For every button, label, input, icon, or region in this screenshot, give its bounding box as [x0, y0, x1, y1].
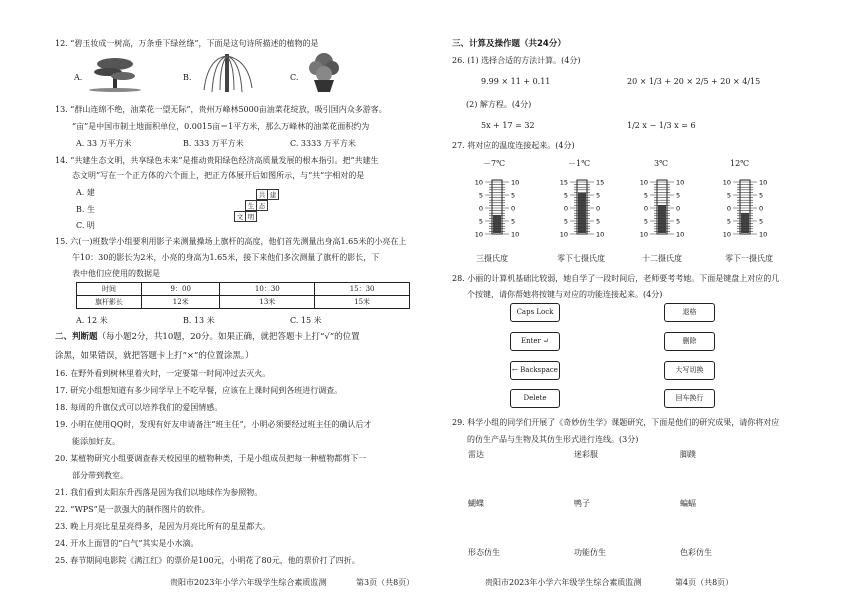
q27-title: 27. 将对应的温度连接起来。(4分): [452, 141, 575, 150]
q12-option-a: A.: [74, 73, 83, 82]
organism: 蝴蝶: [468, 499, 484, 508]
q26-sub2: (2) 解方程。(4分): [466, 100, 532, 109]
scale-label: 0: [563, 204, 568, 213]
scale-label: 0: [478, 204, 483, 213]
temp-word: 三摄氏度: [476, 254, 508, 263]
q29-line1: 29. 科学小组的同学们开展了《奇妙仿生学》课题研究，下面是他们的研究成果，请你将对应: [452, 418, 780, 427]
net-face: 建: [267, 189, 279, 200]
scale-label: 5: [563, 191, 568, 200]
q13-line1: 13. “群山连绵不绝，油菜花一望无际”，贵州万峰林5000亩油菜花绽放，吸引国内众多游客。: [55, 105, 387, 114]
thermometer: [552, 176, 612, 242]
q14-line1: 14. “共建生态文明，共享绿色未来”是推动贵阳绿色经济高质量发展的根本指引。把“共建生: [55, 156, 379, 165]
judge-item: 16. 在野外看到树林里着火时，一定要第一时间冲过去灭火。: [55, 369, 271, 378]
table-cell: 9：00: [142, 283, 220, 296]
function-delete: 删除: [664, 332, 715, 351]
q15-line3: 表中他们应使用的数据是: [72, 269, 160, 278]
section2-instructions-cont: 涂黑，如果错误，就把答题卡上打“×”的位置涂黑。）: [55, 351, 254, 361]
flower-pot-image: [302, 50, 346, 94]
scale-label: 5: [511, 217, 516, 226]
q13-option-b: B. 333 万平方米: [183, 139, 244, 148]
thermometer-svg: [632, 176, 692, 242]
q13-line2: “亩”是中国市制土地面积单位，0.0015亩＝1平方米，那么万峰林的油菜花面积约为: [72, 122, 370, 131]
scale-label: 0: [596, 204, 601, 213]
scale-label: 5: [643, 217, 648, 226]
key-backspace: ← Backspace: [510, 361, 560, 380]
scale-label: 5: [596, 217, 601, 226]
judge-item: 21. 我们看到太阳东升西落是因为我们以地球作为参照物。: [55, 488, 263, 497]
judge-item: 24. 开水上面冒的“白气”其实是小水滴。: [55, 539, 199, 548]
scale-label: 10: [511, 178, 520, 187]
organism: 蝙蝠: [680, 499, 696, 508]
judge-item-cont: 部分带到教室。: [72, 471, 128, 480]
table-row: [77, 296, 410, 309]
thermometer: [715, 176, 775, 242]
net-face: 文: [234, 211, 246, 222]
pine-tree-image: [86, 52, 144, 92]
scale-label: 10: [559, 230, 568, 239]
scale-label: 10: [676, 178, 685, 187]
scale-label: 10: [759, 178, 768, 187]
q13-option-a: A. 33 万平方米: [76, 139, 132, 148]
q15-line2: 午10：30的影长为2米，小亮的身高为1.65米，接下来他们多次测量了旗杆的影长，下: [72, 253, 380, 262]
q12-option-c: C.: [290, 73, 299, 82]
scale-label: 0: [726, 204, 731, 213]
q26-calc1: 9.99 × 11 + 0.11: [481, 77, 551, 86]
temp-label: －7℃: [483, 159, 506, 168]
scale-label: 5: [563, 217, 568, 226]
net-face: 生: [245, 200, 257, 211]
key-enter: Enter ↵: [510, 332, 560, 351]
temp-label: －1℃: [568, 159, 591, 168]
bionic-product: 脚蹼: [680, 450, 696, 459]
function-backspace: 退格: [664, 303, 715, 322]
table-row: [77, 283, 410, 296]
temp-label: 12℃: [730, 159, 750, 168]
scale-label: 10: [759, 230, 768, 239]
bionic-type: 功能仿生: [574, 548, 606, 557]
left-footer-page: 第3页（共8页）: [356, 578, 415, 587]
key-caps-lock: Caps Lock: [510, 303, 560, 322]
q12-option-b: B.: [183, 73, 192, 82]
scale-label: 10: [676, 230, 685, 239]
section3-title: 三、计算及操作题（共24分）: [452, 39, 566, 49]
thermometer-liquid: [493, 215, 501, 233]
table-cell: 12米: [142, 296, 220, 309]
bionic-type: 形态仿生: [468, 548, 500, 557]
thermometer: [632, 176, 692, 242]
temp-label: 3℃: [654, 159, 669, 168]
scale-label: 10: [474, 178, 483, 187]
willow-tree-image: [196, 50, 258, 94]
left-footer-org: 贵阳市2023年小学六年级学生综合素质监测: [170, 578, 327, 587]
scale-label: 5: [759, 217, 764, 226]
temp-word: 零下一摄氏度: [725, 254, 773, 263]
key-delete: Delete: [510, 389, 560, 408]
q26-title: 26. (1) 选择合适的方法计算。(4分): [452, 56, 581, 65]
scale-label: 10: [596, 230, 605, 239]
q15-option-a: A. 12 米: [76, 316, 108, 325]
q14-line2: 态文明”写在一个正方体的六个面上，把正方体展开后如图所示，与“共”字相对的是: [72, 171, 365, 180]
q15-line1: 15. 六(一)班数学小组要利用影子来测量操场上旗杆的高度，他们首先测量出身高1.65米的小亮在上: [55, 237, 407, 246]
table-cell: 15：30: [315, 283, 410, 296]
shadow-table: [76, 282, 410, 309]
bionic-product: 雷达: [468, 450, 484, 459]
q26-eq1: 5x + 17 = 32: [481, 121, 535, 130]
judge-item: 19. 小明在使用QQ时，发现有好友申请备注“班主任”，小明必须要经过班主任的确认后才: [55, 420, 372, 429]
q13-option-c: C. 3333 万平方米: [290, 139, 356, 148]
scale-label: 10: [722, 178, 731, 187]
scale-label: 5: [478, 191, 483, 200]
scale-label: 0: [676, 204, 681, 213]
thermometer: [467, 176, 527, 242]
right-footer-org: 贵阳市2023年小学六年级学生综合素质监测: [485, 578, 642, 587]
scale-label: 0: [643, 204, 648, 213]
scale-label: 15: [559, 178, 568, 187]
section2-header: [55, 333, 360, 342]
q14-option-c: C. 明: [76, 221, 95, 230]
scale-label: 5: [511, 191, 516, 200]
bionic-type: 色彩仿生: [680, 548, 712, 557]
temp-word: 十二摄氏度: [642, 254, 682, 263]
q26-eq2: 1/2 x − 1/3 x = 6: [627, 121, 696, 130]
scale-label: 10: [722, 230, 731, 239]
q15-option-b: B. 13 米: [183, 316, 215, 325]
scale-label: 10: [511, 230, 520, 239]
function-enter: 回车换行: [664, 389, 715, 408]
q29-line2: 的仿生产品与生物及其仿生形式进行连线。(3分): [467, 435, 639, 444]
scale-label: 10: [639, 178, 648, 187]
scale-label: 10: [474, 230, 483, 239]
scale-label: 5: [726, 191, 731, 200]
scale-label: 5: [726, 217, 731, 226]
scale-label: 10: [639, 230, 648, 239]
q26-calc2: 20 × 1/3 + 20 × 2/5 + 20 × 4/15: [627, 77, 761, 86]
judge-item: 22. “WPS”是一款强大的制作图片的软件。: [55, 505, 210, 514]
net-face: 明: [245, 211, 257, 222]
table-cell: 旗杆影长: [77, 296, 142, 309]
q28-line1: 28. 小丽的计算机基础比较弱，她自学了一段时间后，老师要考考她。下面是键盘上对应的几: [452, 274, 780, 283]
q28-line2: 个按键，请你帮她将按键与对应的功能连接起来。(4分): [467, 290, 663, 299]
net-face: 共: [256, 189, 268, 200]
right-footer-page: 第4页（共8页）: [675, 578, 734, 587]
bionic-product: 迷彩服: [574, 450, 598, 459]
q14-option-b: B. 生: [76, 205, 95, 214]
table-cell: 13米: [220, 296, 315, 309]
judge-item: 25. 春节期间电影院《满江红》的票价是100元，小明花了80元，他的票价打了四折。: [55, 556, 360, 565]
q15-option-c: C. 15 米: [290, 316, 322, 325]
scale-label: 5: [676, 217, 681, 226]
scale-label: 5: [676, 191, 681, 200]
net-face: 态: [256, 200, 268, 211]
scale-label: 5: [643, 191, 648, 200]
judge-item: 18. 每周的升旗仪式可以培养我们的爱国情感。: [55, 403, 223, 412]
scale-label: 15: [596, 178, 605, 187]
scale-label: 5: [596, 191, 601, 200]
judge-item-cont: 能添加好友。: [72, 437, 120, 446]
table-cell: 10：30: [220, 283, 315, 296]
thermometer-svg: [467, 176, 527, 242]
judge-item: 20. 某植物研究小组要调查春天校园里的植物种类，于是小组成员把每一种植物都剪下一: [55, 454, 367, 463]
thermometer-svg: [715, 176, 775, 242]
scale-label: 0: [511, 204, 516, 213]
table-cell: 时间: [77, 283, 142, 296]
organism: 鸭子: [574, 499, 590, 508]
thermometer-svg: [552, 176, 612, 242]
judge-item: 23. 晚上月亮比星星亮得多，是因为月亮比所有的星星都大。: [55, 522, 271, 531]
scale-label: 5: [478, 217, 483, 226]
temp-word: 零下七摄氏度: [557, 254, 605, 263]
section2-instructions: （每小题2分，共10题，20分。如果正确，就把答题卡上打“√”的位置: [97, 332, 360, 342]
function-caps: 大写切换: [664, 361, 715, 380]
scale-label: 5: [759, 191, 764, 200]
scale-label: 0: [759, 204, 764, 213]
judge-item: 17. 研究小组想知道有多少同学早上不吃早餐，应该在上课时间到各班进行调查。: [55, 386, 343, 395]
q12-stem: 12. “碧玉妆成一树高，万条垂下绿丝绦”，下面是这句诗所描述的植物的是: [55, 39, 319, 48]
section2-title: 二、判断题: [55, 332, 98, 342]
q14-option-a: A. 建: [76, 188, 95, 197]
table-cell: 15米: [315, 296, 410, 309]
